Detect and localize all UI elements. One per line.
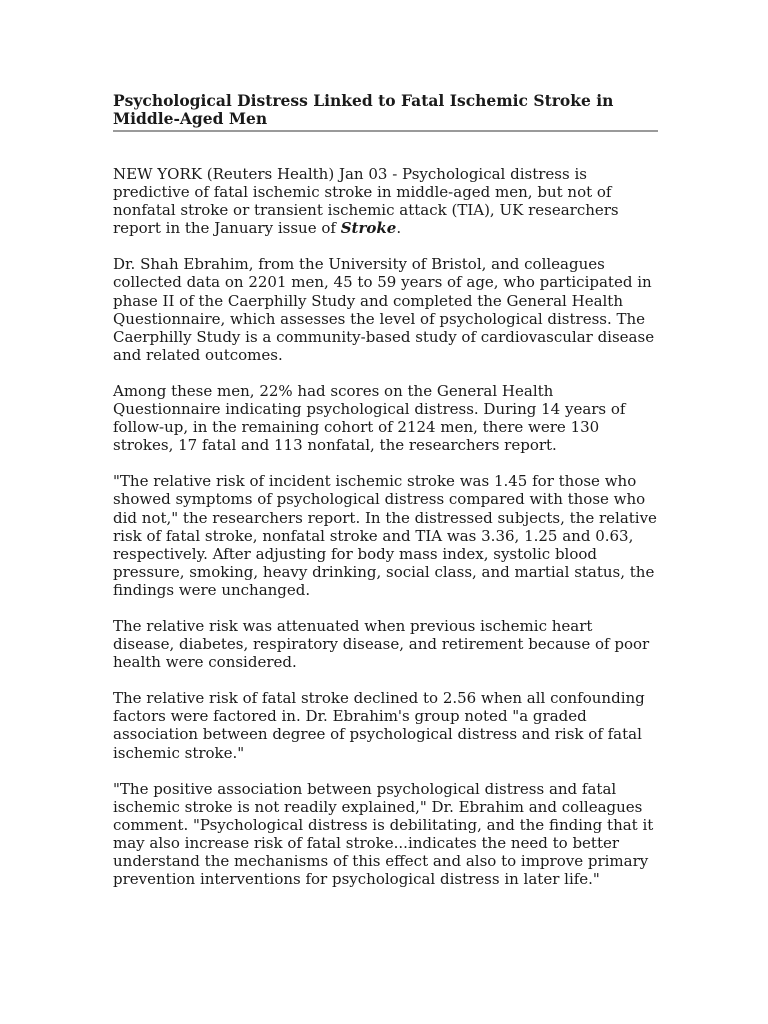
paragraph-1-end: . [396, 219, 402, 238]
paragraph-6: The relative risk of fatal stroke declined to 2.56 when all confounding factors were factored in. Dr. Ebrahim's group noted "a graded association between degree of psychological distress and risk of fatal ischemic stroke." [113, 689, 645, 762]
paragraph-7: "The positive association between psychological distress and fatal ischemic stroke is not readily explained," Dr. Ebrahim and colleagues comment. "Psychological distress is debilitating, and the finding that it may also increase risk of fatal stroke...indicates the need to better understand the mechanisms of this effect and also to improve primary prevention interventions for psychological distress in later life." [113, 779, 654, 889]
paragraph-4: "The relative risk of incident ischemic stroke was 1.45 for those who showed symptoms of psychological distress compared with those who did not," the researchers report. In the distressed subjects, the relative risk of fatal stroke, nonfatal stroke and TIA was 3.36, 1.25 and 0.63, respectively. After adjusting for body mass index, systolic blood pressure, smoking, heavy drinking, social class, and martial status, the findings were unchanged. [113, 472, 657, 599]
article [113, 92, 658, 906]
paragraph-1 [113, 165, 658, 237]
paragraph-2: Dr. Shah Ebrahim, from the University of Bristol, and colleagues collected data on 2201 men, 45 to 59 years of age, who participated in phase II of the Caerphilly Study and completed the General Health Questionnaire, which assesses the level of psychological distress. The Caerphilly Study is a community-based study of cardiovascular disease and related outcomes. [113, 255, 655, 364]
paragraph-3: Among these men, 22% had scores on the General Health Questionnaire indicating psychological distress. During 14 years of follow-up, in the remaining cohort of 2124 men, there were 130 strokes, 17 fatal and 113 nonfatal, the researchers report. [113, 381, 626, 455]
paragraph-5: The relative risk was attenuated when previous ischemic heart disease, diabetes, respiratory disease, and retirement because of poor health were considered. [113, 616, 650, 672]
article-title: Psychological Distress Linked to Fatal Ischemic Stroke in Middle-Aged Men [113, 91, 614, 128]
title-divider [113, 130, 658, 132]
paragraph-1-text: NEW YORK (Reuters Health) Jan 03 - Psychological distress is predictive of fatal ischemic stroke in middle-aged men, but not of nonfatal stroke or transient ischemic attack (TIA), UK researchers report in the January issue of [113, 165, 619, 238]
article-body [113, 165, 658, 888]
journal-name: Stroke [340, 219, 397, 238]
